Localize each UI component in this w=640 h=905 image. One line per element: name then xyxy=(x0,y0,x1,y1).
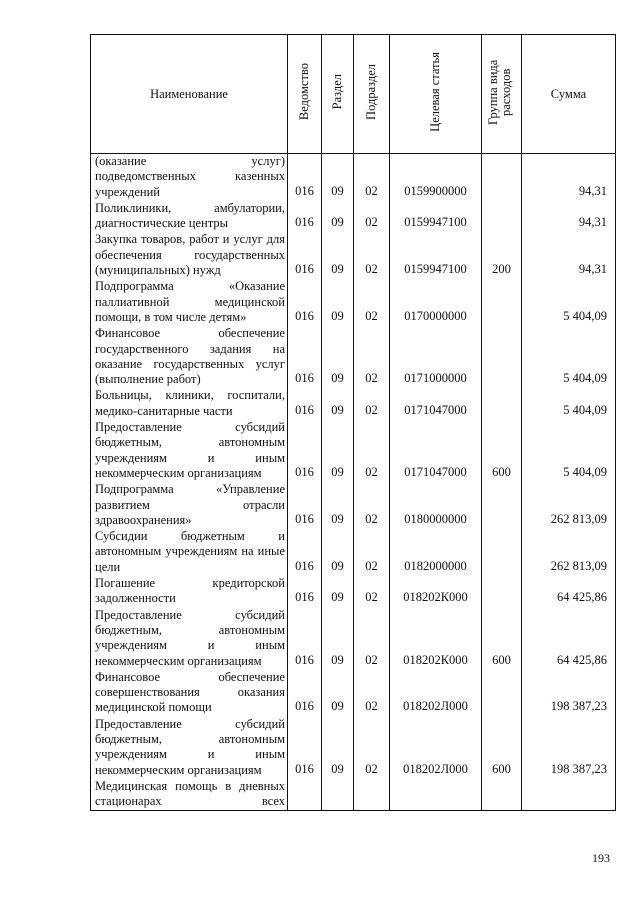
cell-ved: 016 xyxy=(288,482,322,529)
cell-ved xyxy=(288,779,322,811)
cell-celevaya: 018202Л000 xyxy=(390,670,482,717)
header-razdel xyxy=(322,35,354,154)
header-ved xyxy=(288,35,322,154)
cell-podrazdel xyxy=(354,779,390,811)
cell-razdel: 09 xyxy=(322,529,354,576)
header-celevaya-label: Целевая статья xyxy=(427,52,442,132)
cell-celevaya: 0180000000 xyxy=(390,482,482,529)
cell-ved: 016 xyxy=(288,154,322,201)
cell-podrazdel: 02 xyxy=(354,576,390,608)
cell-summa: 262 813,09 xyxy=(522,482,616,529)
cell-podrazdel: 02 xyxy=(354,670,390,717)
cell-name: Предоставление субсидий бюджетным, автономным учреждениям и иным некоммерческим организациям xyxy=(91,420,288,482)
cell-name: Поликлиники, амбулатории, диагностические центры xyxy=(91,201,288,233)
cell-razdel xyxy=(322,779,354,811)
cell-summa: 64 425,86 xyxy=(522,576,616,608)
cell-ved: 016 xyxy=(288,420,322,482)
cell-summa xyxy=(522,779,616,811)
cell-gruppa xyxy=(482,279,522,326)
cell-ved: 016 xyxy=(288,717,322,779)
cell-gruppa xyxy=(482,201,522,233)
cell-summa: 5 404,09 xyxy=(522,388,616,420)
cell-summa: 5 404,09 xyxy=(522,279,616,326)
cell-ved: 016 xyxy=(288,232,322,279)
table-header xyxy=(91,35,616,154)
cell-gruppa: 600 xyxy=(482,420,522,482)
cell-ved: 016 xyxy=(288,608,322,670)
cell-podrazdel: 02 xyxy=(354,154,390,201)
cell-gruppa xyxy=(482,482,522,529)
cell-podrazdel: 02 xyxy=(354,279,390,326)
table-row xyxy=(91,670,616,717)
cell-name: (оказание услуг) подведомственных казенных учреждений xyxy=(91,154,288,201)
cell-name: Погашение кредиторской задолженности xyxy=(91,576,288,608)
cell-ved: 016 xyxy=(288,279,322,326)
table-row xyxy=(91,388,616,420)
cell-celevaya: 0159900000 xyxy=(390,154,482,201)
cell-summa: 64 425,86 xyxy=(522,608,616,670)
cell-razdel: 09 xyxy=(322,326,354,388)
header-podrazdel-label: Подраздел xyxy=(363,64,378,120)
cell-summa: 198 387,23 xyxy=(522,670,616,717)
cell-podrazdel: 02 xyxy=(354,529,390,576)
cell-name: Финансовое обеспечение государственного задания на оказание государственных услуг (выполнение работ) xyxy=(91,326,288,388)
cell-razdel: 09 xyxy=(322,482,354,529)
cell-razdel: 09 xyxy=(322,608,354,670)
table-row xyxy=(91,608,616,670)
header-name: Наименование xyxy=(91,35,288,154)
cell-gruppa xyxy=(482,388,522,420)
cell-celevaya: 018202К000 xyxy=(390,576,482,608)
cell-podrazdel: 02 xyxy=(354,388,390,420)
cell-gruppa xyxy=(482,576,522,608)
cell-ved: 016 xyxy=(288,529,322,576)
cell-podrazdel: 02 xyxy=(354,482,390,529)
cell-razdel: 09 xyxy=(322,420,354,482)
cell-gruppa: 200 xyxy=(482,232,522,279)
cell-podrazdel: 02 xyxy=(354,326,390,388)
table-row xyxy=(91,326,616,388)
cell-celevaya: 0171000000 xyxy=(390,326,482,388)
table-row xyxy=(91,154,616,201)
header-gruppa-label: Группа вида расходов xyxy=(485,59,513,125)
cell-name: Больницы, клиники, госпитали, медико-санитарные части xyxy=(91,388,288,420)
cell-gruppa: 600 xyxy=(482,717,522,779)
table-row xyxy=(91,279,616,326)
cell-podrazdel: 02 xyxy=(354,420,390,482)
cell-podrazdel: 02 xyxy=(354,232,390,279)
table-row xyxy=(91,529,616,576)
cell-ved: 016 xyxy=(288,388,322,420)
cell-ved: 016 xyxy=(288,326,322,388)
cell-summa: 94,31 xyxy=(522,154,616,201)
header-razdel-label: Раздел xyxy=(329,74,344,110)
cell-celevaya: 0171047000 xyxy=(390,388,482,420)
table-row xyxy=(91,201,616,233)
cell-ved: 016 xyxy=(288,201,322,233)
cell-celevaya xyxy=(390,779,482,811)
header-celevaya xyxy=(390,35,482,154)
cell-gruppa: 600 xyxy=(482,608,522,670)
cell-razdel: 09 xyxy=(322,154,354,201)
cell-podrazdel: 02 xyxy=(354,608,390,670)
cell-celevaya: 0171047000 xyxy=(390,420,482,482)
cell-summa: 198 387,23 xyxy=(522,717,616,779)
table-row xyxy=(91,482,616,529)
cell-summa: 262 813,09 xyxy=(522,529,616,576)
table-row xyxy=(91,576,616,608)
header-podrazdel xyxy=(354,35,390,154)
cell-ved: 016 xyxy=(288,670,322,717)
cell-name: Подпрограмма «Оказание паллиативной медицинской помощи, в том числе детям» xyxy=(91,279,288,326)
cell-razdel: 09 xyxy=(322,670,354,717)
cell-razdel: 09 xyxy=(322,232,354,279)
cell-name: Предоставление субсидий бюджетным, автономным учреждениям и иным некоммерческим организациям xyxy=(91,717,288,779)
cell-gruppa xyxy=(482,154,522,201)
header-gruppa xyxy=(482,35,522,154)
cell-summa: 94,31 xyxy=(522,201,616,233)
cell-summa: 5 404,09 xyxy=(522,326,616,388)
cell-razdel: 09 xyxy=(322,576,354,608)
cell-name: Предоставление субсидий бюджетным, автономным учреждениям и иным некоммерческим организациям xyxy=(91,608,288,670)
header-summa: Сумма xyxy=(522,35,616,154)
cell-gruppa xyxy=(482,326,522,388)
cell-celevaya: 018202К000 xyxy=(390,608,482,670)
cell-name: Закупка товаров, работ и услуг для обеспечения государственных (муниципальных) нужд xyxy=(91,232,288,279)
cell-name: Субсидии бюджетным и автономным учреждениям на иные цели xyxy=(91,529,288,576)
cell-podrazdel: 02 xyxy=(354,717,390,779)
cell-razdel: 09 xyxy=(322,201,354,233)
cell-gruppa xyxy=(482,779,522,811)
table-body xyxy=(91,154,616,811)
cell-celevaya: 018202Л000 xyxy=(390,717,482,779)
cell-gruppa xyxy=(482,529,522,576)
budget-table xyxy=(90,34,616,811)
table-row xyxy=(91,232,616,279)
page-number: 193 xyxy=(592,851,610,865)
table-row xyxy=(91,420,616,482)
cell-name: Медицинская помощь в дневных стационарах всех xyxy=(91,779,288,811)
cell-celevaya: 0182000000 xyxy=(390,529,482,576)
cell-razdel: 09 xyxy=(322,279,354,326)
cell-ved: 016 xyxy=(288,576,322,608)
cell-summa: 94,31 xyxy=(522,232,616,279)
cell-razdel: 09 xyxy=(322,717,354,779)
header-ved-label: Ведомство xyxy=(296,63,311,121)
cell-celevaya: 0159947100 xyxy=(390,232,482,279)
cell-celevaya: 0159947100 xyxy=(390,201,482,233)
cell-name: Подпрограмма «Управление развитием отрасли здравоохранения» xyxy=(91,482,288,529)
cell-celevaya: 0170000000 xyxy=(390,279,482,326)
cell-podrazdel: 02 xyxy=(354,201,390,233)
cell-summa: 5 404,09 xyxy=(522,420,616,482)
cell-name: Финансовое обеспечение совершенствования оказания медицинской помощи xyxy=(91,670,288,717)
cell-razdel: 09 xyxy=(322,388,354,420)
table-row xyxy=(91,717,616,779)
cell-gruppa xyxy=(482,670,522,717)
table-row xyxy=(91,779,616,811)
